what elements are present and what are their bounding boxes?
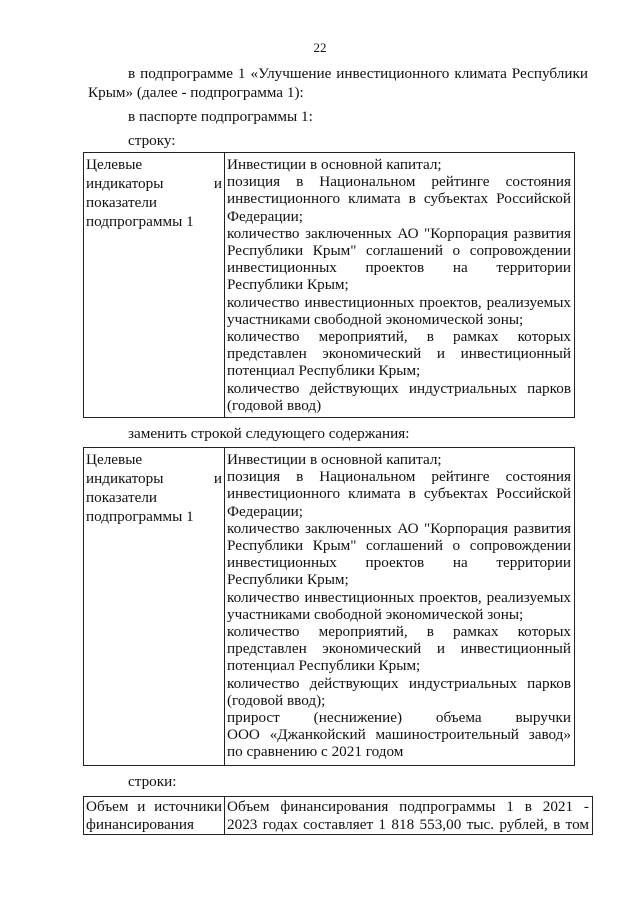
indicators-content-cell: Инвестиции в основной капитал; позиция в Национальном рейтинге состояния инвестиционного климата в субъектах Российской Федерации; количество заключенных АО "Корпорация развития Республики Крым" соглашений о сопровождении инвестиционных проектов на территории Республики Крым; количество инвестиционных проектов, реализуемых участниками свободной экономической зоны; количество мероприятий, в рамках которых представлен экономический и инвестиционный потенциал Республики Крым; количество действующих индустриальных парков (годовой ввод): [225, 153, 575, 418]
table-row: [84, 797, 593, 835]
passport-line: в паспорте подпрограммы 1:: [128, 108, 313, 125]
financing-label-cell: Объем и источники финансирования: [84, 797, 225, 835]
rows-label: строки:: [128, 773, 177, 790]
table-row: [84, 448, 575, 766]
intro-paragraph-line1: в подпрограмме 1 «Улучшение инвестиционного климата Республики: [128, 65, 588, 82]
financing-table: [83, 796, 593, 835]
table-row: [84, 153, 575, 418]
intro-paragraph-line1-cont: Крым» (далее - подпрограмма 1):: [88, 84, 304, 101]
original-indicators-table: [83, 152, 575, 418]
new-indicators-table: [83, 447, 575, 766]
financing-content-cell: Объем финансирования подпрограммы 1 в 2021 - 2023 годах составляет 1 818 553,00 тыс. рублей, в том: [225, 797, 593, 835]
page-number: 22: [313, 40, 327, 55]
indicators-content-cell: Инвестиции в основной капитал; позиция в Национальном рейтинге состояния инвестиционного климата в субъектах Российской Федерации; количество заключенных АО "Корпорация развития Республики Крым" соглашений о сопровождении инвестиционных проектов на территории Республики Крым; количество инвестиционных проектов, реализуемых участниками свободной экономической зоны; количество мероприятий, в рамках которых представлен экономический и инвестиционный потенциал Республики Крым; количество действующих индустриальных парков (годовой ввод); прирост (неснижение) объема выручки ООО «Джанкойский машиностроительный завод» по сравнению с 2021 годом: [225, 448, 575, 766]
row-label: строку:: [128, 132, 176, 149]
replace-instruction: заменить строкой следующего содержания:: [128, 425, 410, 442]
indicators-label-cell: Целевые индикаторы и показатели подпрограммы 1: [84, 448, 225, 766]
indicators-label-cell: Целевые индикаторы и показатели подпрограммы 1: [84, 153, 225, 418]
